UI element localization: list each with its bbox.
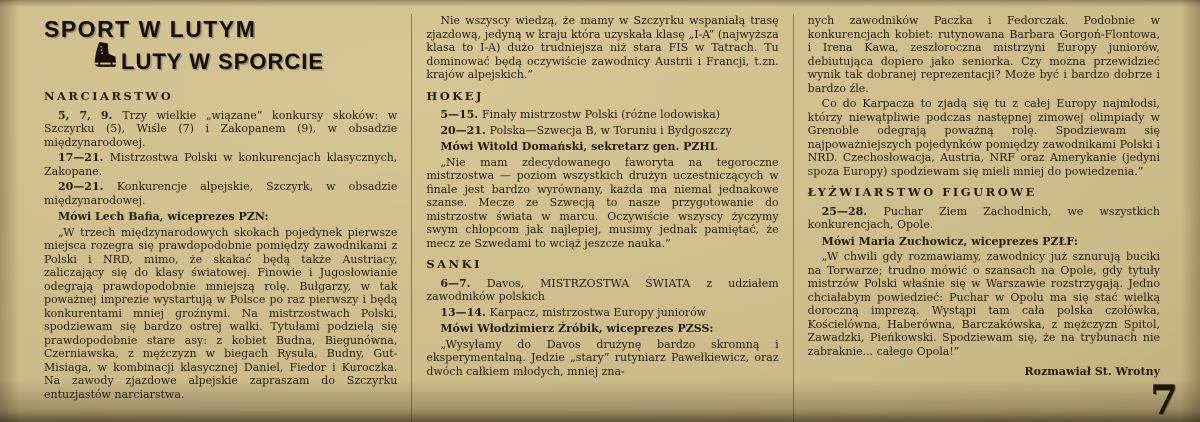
speaker-line: Mówi Maria Zuchowicz, wiceprezes PZŁF: [821,234,1078,248]
paragraph: Co do Karpacza to zjadą się tu z całej Europy najmłodsi, którzy niewątpliwie podczas następnej zimowej olimpiady w Grenoble odegrają poważną rolę. Spodziewam się najpoważniejszych pojedynków pomiędzy zawodnikami Polski i NRD. Czechosłowacja, Austria, NRF oraz Amerykanie (jedyni spoza Europy) spodziewam się mieli mniej do powiedzenia.” [807,97,1160,178]
column-1 [30,14,411,422]
date-lead: 5, 7, 9. [58,108,123,122]
speaker-line: Mówi Lech Bafia, wiceprezes PZN: [58,210,269,223]
date-lead: 13—14. [440,305,490,319]
section-heading: SANKI [426,257,482,271]
paragraph: Nie wszyscy wiedzą, że mamy w Szczyrku wspaniałą trasę zjazdową, jedyną w kraju która uzyskała klasę „I-A” (najwyższa klasa to I-A) dużo trudniejsza niż stara FIS w Tatrach. Tu dominować będą oczywiście zawodnicy Austrii i Francji, t.zn. krajów alpejskich.” [426,14,779,81]
paragraph: „W chwili gdy rozmawiamy, zawodnicy już sznurują buciki na Torwarze; trudno mówić o szansach na Opole, gdy tytuły mistrzów Polski właśnie się w Warszawie rozstrzygają. Jedno chciałabym powiedzieć: Puchar w Opolu ma się stać wielką doroczną imprezą. Wystąpi tam cała polska czołówka, Kościelówna, Haberówna, Barczakówska, z mężczyzn Spitol, Zawadzki, Pieńkowski. Spodziewam się, że na trybunach nie zabraknie... całego Opola!” [807,250,1160,358]
date-lead: 5—15. [440,108,482,121]
speaker-line: Mówi Włodzimierz Źróbik, wiceprezes PZSS: [440,322,714,335]
masthead-subtitle-row [88,44,397,80]
byline: Rozmawiał St. Wrotny [1024,365,1160,378]
paragraph: 5—15. Finały mistrzostw Polski (różne lodowiska) [440,108,721,121]
paragraph: 13—14. Karpacz, mistrzostwa Europy juniorów [440,305,707,319]
column-2 [411,14,792,422]
masthead-title-sport-w-lutym: SPORT W LUTYM [44,16,257,42]
masthead-title-luty-w-sporcie: LUTY W SPORCIE [121,49,325,74]
paragraph: „Wysyłamy do Davos drużynę bardzo skromną i eksperymentalną. Jedzie „stary” rutyniarz Pawełkiewicz, oraz dwóch całkiem młodych, mniej zna- [426,337,779,378]
paragraph: 5, 7, 9. Trzy wielkie „wiązane” konkursy skoków: w Szczyrku (5), Wiśle (7) i Zakopanem (9), w obsadzie międzynarodowej. [44,108,398,149]
masthead [44,16,397,80]
paragraph: „W trzech międzynarodowych skokach pojedynek pierwsze miejsca rozegra się prawdopodobnie pomiędzy zawodnikami z Polski i NRD, mimo, że skakać będą także Austriacy, zaliczający się do klasy światowej. Finowie i Jugosłowianie odegrają prawdopodobnie mniejszą rolę. Bułgarzy, w tak poważnej imprezie wystartują w Polsce po raz pierwszy i będą konkurentami mniej groźnymi. Na mistrzostwach Polski, spodziewam się bardzo ostrej walki. Tytułami podzielą się prawdopodobnie stare asy: z kobiet Budna, Biegunówna, Czerniawska, z mężczyzn w biegach Rysula, Budny, Gut-Misiaga, w kombinacji klasycznej Daniel, Fiedor i Kuroczka. Na zawody zjazdowe alpejskie zapraszam do Szczyrku entuzjastów narciarstwa. [44,225,398,401]
date-lead: 6—7. [440,276,487,290]
date-lead: 17—21. [58,151,110,164]
section-heading: HOKEJ [426,88,484,103]
column-1-blocks [44,90,397,401]
columns [30,14,1174,422]
paragraph: nych zawodników Paczka i Fedorczak. Podobnie w konkurencjach kobiet: rutynowana Barbara Gorgoń-Flontowa, i Irena Kawa, zeszłoroczna mistrzyni Europy juniorów, debiutująca dopiero jako seniorka. Czy można przewidzieć wynik tak dobranej reprezentacji? Może być i bardzo dobrze i bardzo źle. [807,14,1160,95]
date-lead: 20—21. [440,123,490,137]
paragraph: „Nie mam zdecydowanego faworyta na tegoroczne mistrzostwa — poziom wszystkich drużyn uczestniczących w finale jest bardzo wyrównany, każda ma niemal jednakowe szanse. Mecze ze Szwecją to nasze przygotowanie do mistrzostw świata w marcu. Oczywiście wszyscy życzymy swym chłopcom jak najlepiej, musimy jednak pamiętać, że mecz ze Szwedami to wciąż jeszcze nauka.” [426,155,779,250]
date-lead: 20—21. [58,180,117,193]
paragraph: 6—7. Davos, MISTRZOSTWA ŚWIATA z udziałem zawodników polskich [426,276,779,303]
paragraph: 25—28. Puchar Ziem Zachodnich, we wszystkich konkurencjach, Opole. [807,204,1160,231]
column-3 [793,14,1174,422]
paragraph: 20—21. Konkurencje alpejskie, Szczyrk, w obsadzie międzynarodowej. [44,180,398,207]
date-lead: 25—28. [821,204,884,218]
column-2-blocks [426,14,778,378]
paragraph: 20—21. Polska—Szwecja B, w Toruniu i Bydgoszczy [440,123,732,137]
section-heading: ŁYŻWIARSTWO FIGUROWE [807,185,1037,199]
column-3-blocks [808,14,1160,379]
speaker-line: Mówi Witold Domański, sekretarz gen. PZHL [440,140,718,153]
ice-skate-icon [88,41,118,77]
paragraph: 17—21. Mistrzostwa Polski w konkurencjach klasycznych, Zakopane. [44,151,398,178]
section-heading: NARCIARSTWO [44,89,174,103]
page-number: 7 [1150,377,1178,422]
